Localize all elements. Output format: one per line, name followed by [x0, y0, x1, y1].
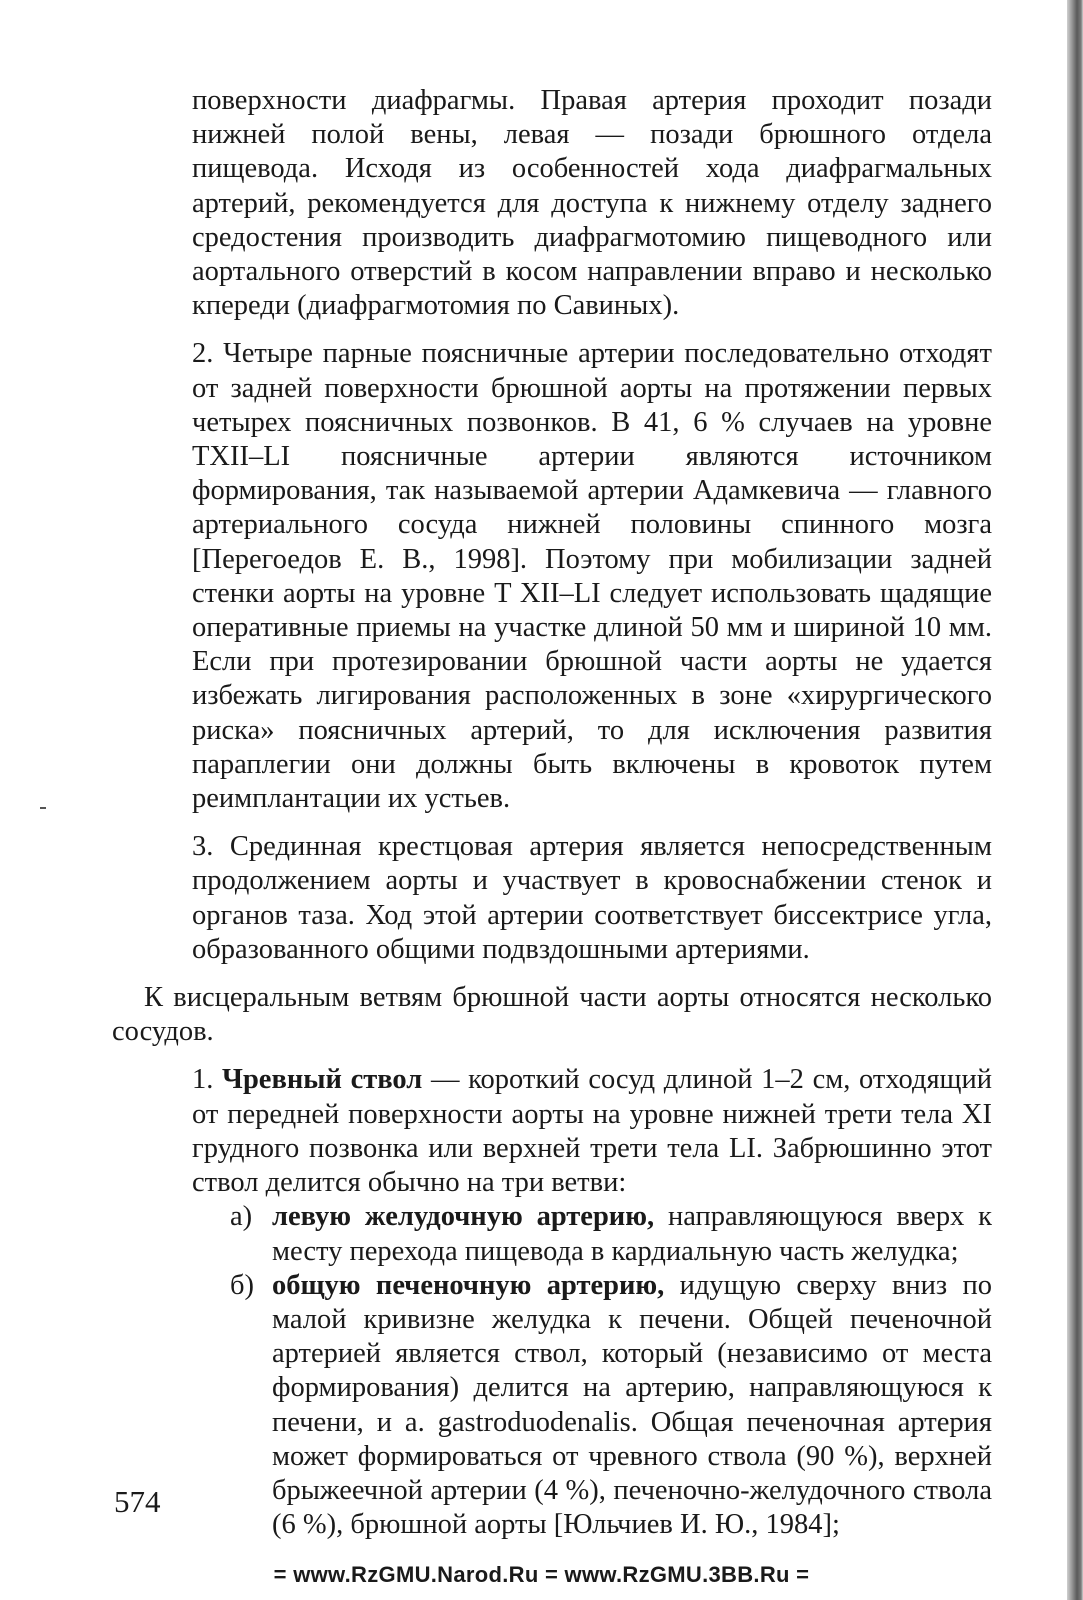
- list-item-body: [272, 1200, 992, 1268]
- footer-watermark: = www.RzGMU.Narod.Ru = www.RzGMU.3BB.Ru =: [273, 1562, 810, 1587]
- item-text: направляющуюся вверх к месту перехода пищевода в кардиальную часть желудка;: [272, 1201, 993, 1267]
- item-text: — короткий сосуд длиной 1–2 см, отходящий от передней поверхности аорты на уровне нижней трети тела XI грудного позвонка или верхней трети тела LI. Забрюшинно этот ствол делится обычно на три ветви:: [192, 1064, 993, 1199]
- list-item-left-gastric: [230, 1200, 992, 1268]
- celiac-branches-list: [230, 1200, 992, 1542]
- paragraph-median-sacral: 3. Срединная крестцовая артерия является непосредственным продолжением аорты и участвует в кровоснабжении стенок и органов таза. Ход этой артерии соответствует биссектрисе угла, образованного общими подвздошными артериями.: [192, 831, 992, 965]
- term-common-hepatic-artery: общую печеночную артерию,: [272, 1269, 665, 1301]
- list-item-body: [272, 1269, 992, 1543]
- term-celiac-trunk: Чревный ствол: [222, 1064, 423, 1096]
- paragraph-visceral-intro: К висцеральным ветвям брюшной части аорты относятся несколько сосудов.: [112, 982, 992, 1048]
- list-marker: а): [230, 1201, 253, 1233]
- paragraph-lumbar-arteries: 2. Четыре парные поясничные артерии последовательно отходят от задней поверхности брюшной аорты на протяжении первых четырех поясничных позвонков. В 41, 6 % случаев на уровне TXII–LI поясничные артерии являются источником формирования, так называемой артерии Адамкевича — главного артериального сосуда нижней половины спинного мозга [Перегоедов Е. В., 1998]. Поэтому при мобилизации задней стенки аорты на уровне T XII–LI следует использовать щадящие оперативные приемы на участке длиной 50 мм и шириной 10 мм. Если при протезировании брюшной части аорты не удается избежать лигирования расположенных в зоне «хирургического риска» поясничных артерий, то для исключения развития параплегии они должны быть включены в кровоток путем реимплантации их устьев.: [192, 338, 992, 815]
- term-left-gastric-artery: левую желудочную артерию,: [272, 1201, 655, 1233]
- paragraph-diaphragm: поверхности диафрагмы. Правая артерия проходит позади нижней полой вены, левая — позади брюшного отдела пищевода. Исходя из особенностей хода диафрагмальных артерий, рекомендуется для доступа к нижнему отделу заднего средостения производить диафрагмотомию пищеводного или аортального отверстий в косом направлении вправо и несколько кпереди (диафрагмотомия по Савиных).: [192, 85, 992, 322]
- list-item-common-hepatic: [230, 1269, 992, 1543]
- page-number: 574: [114, 1484, 161, 1519]
- list-marker: 1.: [192, 1064, 214, 1096]
- page-body: [112, 84, 992, 1542]
- margin-mark: [40, 807, 46, 809]
- page-edge-shadow: [1067, 0, 1083, 1600]
- item-text: идущую сверху вниз по малой кривизне желудка к печени. Общей печеночной артерией является ствол, который (независимо от места формирования) делится на артерию, направляющуюся к печени, и a. gastroduodenalis. Общая печеночная артерия может формироваться от чревного ствола (90 %), верхней брыжеечной артерии (4 %), печеночно-желудочного ствола (6 %), брюшной аорты [Юльчиев И. Ю., 1984];: [272, 1269, 992, 1541]
- list-item-celiac-trunk: [192, 1063, 992, 1200]
- list-marker: б): [230, 1269, 254, 1301]
